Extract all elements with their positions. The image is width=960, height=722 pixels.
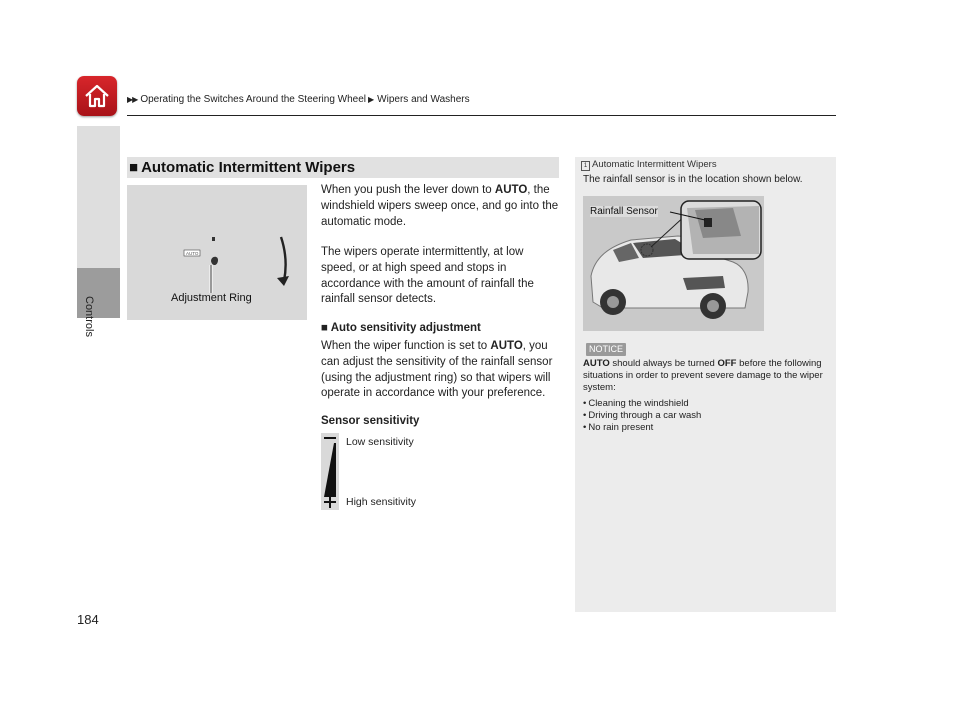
paragraph-operation: The wipers operate intermittently, at low speed, or at high speed and stops in accordance with the amount of rainfall the rainfall sensor detects.: [321, 246, 534, 306]
switch-position-text: AUTO: [186, 251, 199, 256]
paragraph-auto-mode: [321, 183, 561, 230]
breadcrumb: [127, 94, 470, 105]
list-item: • Cleaning the windshield: [583, 398, 701, 410]
text-span: When you push the lever down to: [321, 184, 495, 196]
paragraph-sensitivity: [321, 339, 561, 402]
sensor-sensitivity-heading: Sensor sensitivity: [321, 415, 420, 427]
side-tab-label: Controls: [83, 296, 95, 337]
auto-keyword: AUTO: [583, 358, 610, 369]
off-keyword: OFF: [717, 358, 737, 369]
section-heading: [127, 157, 559, 178]
text-span: , the windshield wipers sweep once, and go into the automatic mode.: [321, 184, 559, 228]
text-span: should always be turned: [609, 358, 718, 369]
notice-list: [583, 398, 701, 435]
text-span: before the following situations in order to prevent severe damage to the wiper system:: [583, 358, 823, 394]
list-item: • No rain present: [583, 422, 701, 434]
section-title: Automatic Intermittent Wipers: [141, 159, 356, 176]
low-sensitivity-label: Low sensitivity: [346, 436, 414, 448]
list-item: • Driving through a car wash: [583, 410, 701, 422]
breadcrumb-separator-icon: ▶: [368, 95, 375, 104]
text-span: , you can adjust the sensitivity of the rainfall sensor (using the adjustment ring) so that wipers will operate in accordance with your preference.: [321, 340, 553, 400]
text-span: When the wiper function is set to: [321, 340, 491, 352]
reference-icon: 1: [581, 161, 590, 171]
breadcrumb-item-wipers[interactable]: Wipers and Washers: [377, 94, 470, 105]
side-note-title-text: Automatic Intermittent Wipers: [592, 159, 717, 170]
breadcrumb-arrow-icon: ▶▶: [127, 95, 138, 104]
side-note-text: The rainfall sensor is in the location shown below.: [583, 174, 803, 185]
home-icon: [83, 83, 111, 109]
adjustment-ring-label: Adjustment Ring: [171, 292, 252, 304]
auto-keyword: AUTO: [490, 340, 523, 352]
auto-keyword: AUTO: [494, 184, 528, 196]
car-figure: [583, 196, 764, 331]
subheading-text: Auto sensitivity adjustment: [330, 322, 481, 334]
notice-badge: NOTICE: [586, 343, 626, 356]
header-divider: [127, 115, 836, 116]
square-bullet-icon: ■: [129, 159, 139, 176]
square-bullet-icon: ■: [321, 322, 331, 334]
home-button[interactable]: [77, 76, 117, 116]
rainfall-sensor-label: Rainfall Sensor: [590, 206, 658, 217]
high-sensitivity-label: High sensitivity: [346, 496, 417, 508]
breadcrumb-item-switches[interactable]: Operating the Switches Around the Steering Wheel: [140, 94, 367, 105]
side-note-title: [581, 159, 717, 171]
subheading: [321, 322, 481, 334]
sensitivity-scale: [321, 433, 341, 511]
notice-text: [583, 358, 823, 395]
minus-icon: [324, 437, 336, 439]
page-number: 184: [77, 612, 99, 627]
